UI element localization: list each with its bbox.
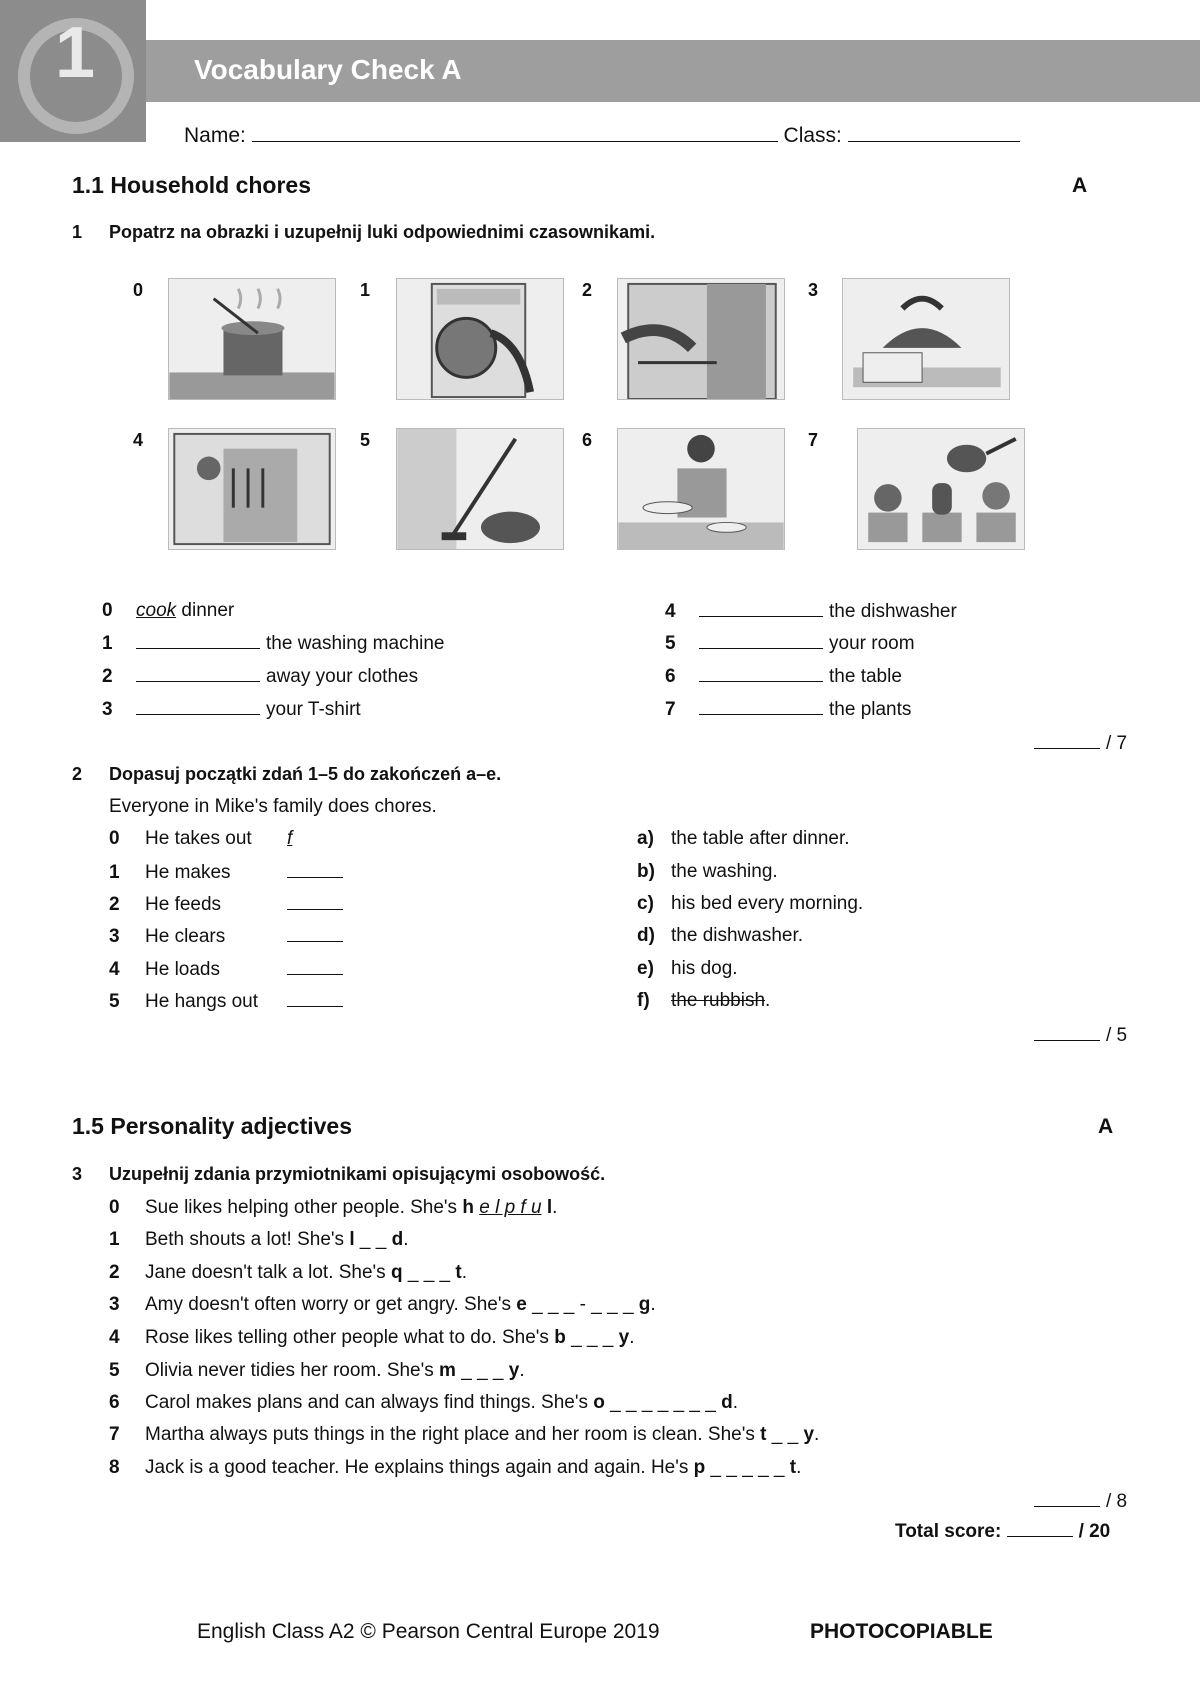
list-item: 4 the dishwasher bbox=[665, 601, 957, 622]
list-item: e) his dog. bbox=[637, 958, 738, 979]
answer-blank[interactable] bbox=[699, 632, 823, 649]
example-answer: f bbox=[287, 828, 293, 849]
list-item: 2 He feeds bbox=[109, 893, 343, 916]
list-item: 2 away your clothes bbox=[102, 666, 419, 687]
answer-blank[interactable] bbox=[699, 665, 823, 682]
answer-blank[interactable] bbox=[136, 698, 260, 715]
picture-label: 1 bbox=[360, 280, 371, 300]
laying-table-picture bbox=[617, 428, 785, 550]
washing-machine-picture bbox=[396, 278, 564, 400]
answer-blank[interactable] bbox=[287, 861, 343, 878]
letter-gaps[interactable]: _ _ _ _ _ _ _ bbox=[610, 1392, 716, 1413]
list-item: a) the table after dinner. bbox=[637, 828, 850, 849]
picture-label: 6 bbox=[582, 430, 593, 450]
total-score-blank[interactable] bbox=[1007, 1520, 1073, 1537]
total-score-label: Total score: bbox=[895, 1521, 1002, 1542]
version-label: A bbox=[1098, 1115, 1114, 1138]
answer-blank[interactable] bbox=[287, 925, 343, 942]
ironing-picture bbox=[842, 278, 1010, 400]
unit-number: 1 bbox=[54, 13, 96, 93]
score-blank[interactable] bbox=[1034, 1024, 1100, 1041]
list-item: 6 the table bbox=[665, 666, 902, 687]
list-item: 0 cook dinner bbox=[102, 600, 235, 621]
exercise-instruction: Dopasuj początki zdań 1–5 do zakończeń a–e. bbox=[109, 764, 502, 784]
footer-photocopiable: PHOTOCOPIABLE bbox=[810, 1620, 993, 1643]
list-item: 5 your room bbox=[665, 633, 915, 654]
list-item: c) his bed every morning. bbox=[637, 893, 864, 914]
exercise-number: 2 bbox=[72, 764, 83, 784]
exercise-intro: Everyone in Mike's family does chores. bbox=[109, 796, 437, 817]
class-field[interactable] bbox=[848, 123, 1020, 142]
picture-label: 0 bbox=[133, 280, 144, 300]
example-answer: e l p f u bbox=[479, 1197, 542, 1218]
cooking-pot-picture bbox=[168, 278, 336, 400]
version-label: A bbox=[1072, 174, 1088, 197]
list-item: 4 He loads bbox=[109, 958, 343, 981]
list-item: 0 He takes out f bbox=[109, 828, 293, 849]
used-example-ending: the rubbish bbox=[671, 990, 766, 1011]
exercise-instruction: Popatrz na obrazki i uzupełnij luki odpowiednimi czasownikami. bbox=[109, 222, 656, 242]
list-item: 8 Jack is a good teacher. He explains things again and again. He's p _ _ _ _ _ t. bbox=[109, 1457, 802, 1478]
page-title: Vocabulary Check A bbox=[194, 54, 462, 85]
section-title-personality-adjectives: 1.5 Personality adjectives bbox=[72, 1113, 352, 1139]
list-item: 1 the washing machine bbox=[102, 633, 445, 654]
list-item: 7 the plants bbox=[665, 699, 912, 720]
picture-label: 4 bbox=[133, 430, 144, 450]
exercise-score: / 7 bbox=[1034, 732, 1127, 755]
list-item: 1 Beth shouts a lot! She's l _ _ d. bbox=[109, 1229, 409, 1250]
list-item: 6 Carol makes plans and can always find things. She's o _ _ _ _ _ _ _ d. bbox=[109, 1392, 738, 1413]
exercise-number: 1 bbox=[72, 222, 83, 242]
list-item: 3 Amy doesn't often worry or get angry. She's e _ _ _ - _ _ _ g. bbox=[109, 1294, 656, 1315]
list-item: 5 Olivia never tidies her room. She's m _ _ _ y. bbox=[109, 1360, 525, 1381]
wardrobe-picture bbox=[617, 278, 785, 400]
letter-gaps[interactable]: _ _ bbox=[359, 1229, 387, 1250]
letter-gaps[interactable]: _ _ bbox=[771, 1424, 799, 1445]
exercise-score: / 8 bbox=[1034, 1490, 1127, 1513]
list-item: b) the washing. bbox=[637, 861, 778, 882]
watering-plants-picture bbox=[857, 428, 1025, 550]
answer-blank[interactable] bbox=[287, 958, 343, 975]
total-score: Total score: / 20 bbox=[895, 1521, 1111, 1542]
letter-gaps[interactable]: _ _ _ - _ _ _ bbox=[532, 1294, 634, 1315]
picture-label: 2 bbox=[582, 280, 593, 300]
letter-gaps[interactable]: _ _ _ bbox=[407, 1262, 451, 1283]
exercise-score: / 5 bbox=[1034, 1024, 1127, 1047]
answer-blank[interactable] bbox=[699, 600, 823, 617]
dishwasher-picture bbox=[168, 428, 336, 550]
class-label: Class: bbox=[783, 124, 842, 147]
list-item: 2 Jane doesn't talk a lot. She's q _ _ _ t. bbox=[109, 1262, 468, 1283]
answer-blank[interactable] bbox=[287, 990, 343, 1007]
answer-blank[interactable] bbox=[136, 665, 260, 682]
list-item: 1 He makes bbox=[109, 861, 343, 884]
picture-label: 5 bbox=[360, 430, 371, 450]
name-row bbox=[184, 123, 1020, 148]
name-label: Name: bbox=[184, 124, 246, 147]
exercise-number: 3 bbox=[72, 1164, 83, 1184]
section-title-household-chores: 1.1 Household chores bbox=[72, 172, 312, 198]
letter-gaps[interactable]: _ _ _ _ _ bbox=[710, 1457, 785, 1478]
list-item: 7 Martha always puts things in the right place and her room is clean. She's t _ _ y. bbox=[109, 1424, 820, 1445]
score-blank[interactable] bbox=[1034, 732, 1100, 749]
list-item: 0 Sue likes helping other people. She's h e l p f u l. bbox=[109, 1197, 558, 1218]
list-item: d) the dishwasher. bbox=[637, 925, 804, 946]
vacuum-cleaner-picture bbox=[396, 428, 564, 550]
list-item: f) the rubbish. bbox=[637, 990, 771, 1011]
answer-blank[interactable] bbox=[287, 893, 343, 910]
example-answer: cook bbox=[136, 600, 177, 621]
letter-gaps[interactable]: _ _ _ bbox=[461, 1360, 504, 1381]
score-blank[interactable] bbox=[1034, 1490, 1100, 1507]
list-item: 5 He hangs out bbox=[109, 990, 343, 1013]
list-item: 3 He clears bbox=[109, 925, 343, 948]
picture-label: 7 bbox=[808, 430, 819, 450]
picture-label: 3 bbox=[808, 280, 819, 300]
exercise-instruction: Uzupełnij zdania przymiotnikami opisującymi osobowość. bbox=[109, 1164, 606, 1184]
answer-blank[interactable] bbox=[136, 632, 260, 649]
footer-copyright: English Class A2 © Pearson Central Europe 2019 bbox=[197, 1620, 660, 1643]
list-item: 3 your T-shirt bbox=[102, 699, 361, 720]
list-item: 4 Rose likes telling other people what to do. She's b _ _ _ y. bbox=[109, 1327, 635, 1348]
letter-gaps[interactable]: _ _ _ bbox=[571, 1327, 614, 1348]
answer-blank[interactable] bbox=[699, 698, 823, 715]
name-field[interactable] bbox=[252, 123, 778, 142]
